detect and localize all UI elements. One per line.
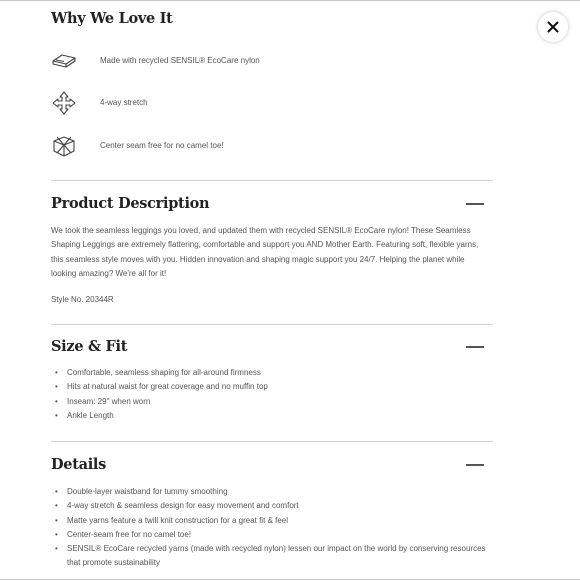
feature-item-recycled-nylon xyxy=(51,48,491,74)
list-item: • Hits at natural waist for great coverage and no muffin top xyxy=(55,380,491,394)
seam-free-icon xyxy=(51,133,77,159)
divider xyxy=(51,441,493,442)
list-item: • Matte yarns feature a twill knit construction for a great fit & feel xyxy=(55,514,491,528)
style-number: Style No. 20344R xyxy=(51,295,114,304)
four-way-arrows-icon xyxy=(51,90,77,116)
fabric-layers-icon xyxy=(51,48,77,74)
list-item: • Double-layer waistband for tummy smoothing xyxy=(55,485,491,499)
product-description-heading: Product Description xyxy=(51,195,210,212)
list-item: • Comfortable, seamless shaping for all-around firmness xyxy=(55,366,491,380)
product-description-collapse-button[interactable] xyxy=(466,203,484,205)
details-collapse-button[interactable] xyxy=(466,464,484,466)
feature-item-stretch xyxy=(51,90,491,116)
list-item: • Ankle Length xyxy=(55,409,491,423)
list-item: • Inseam: 29" when worn xyxy=(55,395,491,409)
list-item: • Center-seam free for no camel toe! xyxy=(55,528,491,542)
feature-text: 4-way stretch xyxy=(100,98,148,107)
close-icon xyxy=(547,21,559,33)
size-fit-list xyxy=(55,366,491,423)
details-heading: Details xyxy=(51,456,106,473)
size-fit-heading: Size & Fit xyxy=(51,338,128,355)
close-button[interactable] xyxy=(538,12,568,42)
divider xyxy=(51,324,493,325)
feature-text: Center seam free for no camel toe! xyxy=(100,141,224,150)
divider xyxy=(51,180,493,181)
list-item: • SENSIL® EcoCare recycled yarns (made with recycled nylon) lessen our impact on the world by conserving resources that promote sustainability xyxy=(55,542,491,571)
size-fit-collapse-button[interactable] xyxy=(466,346,484,348)
why-we-love-it-heading: Why We Love It xyxy=(51,10,173,27)
feature-text: Made with recycled SENSIL® EcoCare nylon xyxy=(100,56,260,65)
details-list xyxy=(55,485,491,571)
list-item: • 4-way stretch & seamless design for easy movement and comfort xyxy=(55,499,491,513)
product-description-text: We took the seamless leggings you loved, and updated them with recycled SENSIL® EcoCare nylon! These Seamless Shaping Leggings are extremely flattering, comfortable and support you AND Mother Earth. Featuring soft, flexible yarns, this seamless style moves with you. Hidden innovation and shaping magic support you 24/7. Helping the planet while looking amazing? We're all for it! xyxy=(51,226,479,279)
feature-item-seam-free xyxy=(51,133,491,159)
top-border xyxy=(0,0,580,1)
